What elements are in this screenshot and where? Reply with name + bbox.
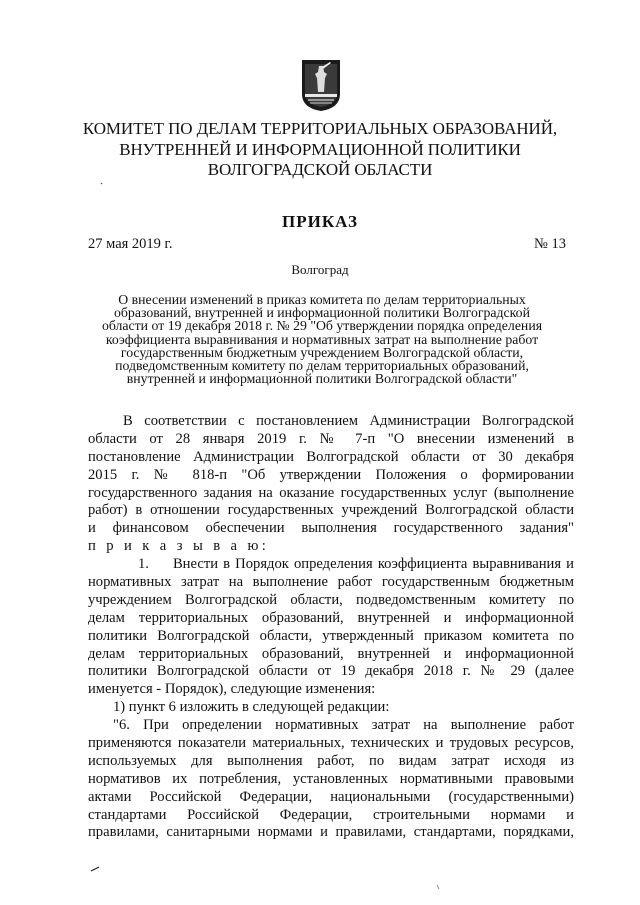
subject-line: области от 19 декабря 2018 г. № 29 "Об утверждении порядка определения: [101, 318, 543, 334]
order-body: [88, 413, 574, 842]
body-line: учреждением Волгоградской области, подведомственным комитету по: [88, 591, 574, 608]
order-date: 27 мая 2019 г.: [88, 236, 173, 252]
body-line: делам территориальных образований, внутренней и информационной: [88, 609, 574, 626]
body-line: нормативных затрат на выполнение работ государственным бюджетным: [88, 574, 574, 591]
scan-dot: [100, 182, 103, 185]
body-line: и финансовом обеспечении выполнения государственного задания": [88, 520, 574, 537]
body-line: именуется - Порядок), следующие изменения:: [88, 681, 376, 698]
body-line: актами Российской Федерации, национальными (государственными): [88, 788, 574, 805]
body-line: используемых для выполнения работ, по видам затрат исходя из: [88, 752, 574, 769]
body-line: стандартами Российской Федерации, строительными нормами и: [88, 806, 574, 823]
order-city: Волгоград: [291, 262, 349, 277]
preamble-paragraph: [88, 413, 574, 538]
body-line: В соответствии с постановлением Администрации Волгоградской: [123, 413, 574, 429]
body-line: политики Волгоградской области от 19 декабря 2018 г. № 29 (далее: [88, 663, 574, 680]
body-line: области от 28 января 2019 г. № 7-п "О внесении изменений в: [88, 430, 574, 447]
coat-of-arms-emblem: [300, 58, 342, 112]
body-line: применяются показатели материальных, технических и трудовых ресурсов,: [88, 735, 574, 752]
body-line: политики Волгоградской области, утвержденный приказом комитета по: [88, 627, 574, 644]
decree-word: п р и к а з ы в а ю:: [88, 538, 270, 555]
scan-mark: [436, 884, 440, 890]
item-1-number: 1.: [138, 556, 149, 573]
organization-line-2: ВНУТРЕННЕЙ И ИНФОРМАЦИОННОЙ ПОЛИТИКИ: [119, 139, 521, 159]
organization-header: [0, 119, 640, 181]
order-subject: [60, 293, 584, 385]
item-1-lead: Внести в Порядок определения коэффициента выравнивания и: [172, 556, 574, 573]
order-number: № 13: [534, 236, 566, 252]
body-line: делам территориальных образований, внутренней и информационной: [88, 645, 574, 662]
body-line: правилами, санитарными нормами и правилами, стандартами, порядками,: [88, 824, 574, 841]
quoted-paragraph: [88, 717, 574, 842]
subject-line: О внесении изменений в приказ комитета по делам территориальных: [118, 292, 526, 307]
body-line: постановление Администрации Волгоградской области от 30 декабря: [88, 448, 574, 465]
body-line: государственного задания на оказание государственных услуг (выполнение: [88, 484, 574, 501]
body-line: работ) в отношении государственных учреждений Волгоградской области: [88, 502, 574, 519]
subject-line: коэффициента выравнивания и нормативных затрат на выполнение работ: [105, 331, 539, 347]
item-1: [88, 556, 574, 699]
subject-line: подведомственным комитету по делам территориальных образований,: [115, 358, 529, 374]
order-title: ПРИКАЗ: [282, 212, 358, 231]
body-line: "6. При определении нормативных затрат на выполнение работ: [113, 717, 574, 734]
body-line: 2015 г. № 818-п "Об утверждении Положения о формировании: [88, 466, 574, 483]
subject-line: внутренней и информационной политики Волгоградской области": [126, 371, 518, 387]
body-line: нормативов их потребления, установленных нормативными правовыми: [88, 770, 574, 787]
organization-line-1: КОМИТЕТ ПО ДЕЛАМ ТЕРРИТОРИАЛЬНЫХ ОБРАЗОВАНИЙ,: [82, 119, 558, 138]
subject-line: образований, внутренней и информационной политики Волгоградской: [114, 305, 530, 321]
organization-line-3: ВОЛГОГРАДСКОЙ ОБЛАСТИ: [207, 160, 433, 179]
sub-item-1: 1) пункт 6 изложить в следующей редакции:: [113, 699, 390, 716]
scan-mark: [90, 866, 100, 872]
subject-line: государственным бюджетным учреждением Волгоградской области,: [120, 344, 524, 360]
item-1-first-line: [88, 556, 574, 574]
